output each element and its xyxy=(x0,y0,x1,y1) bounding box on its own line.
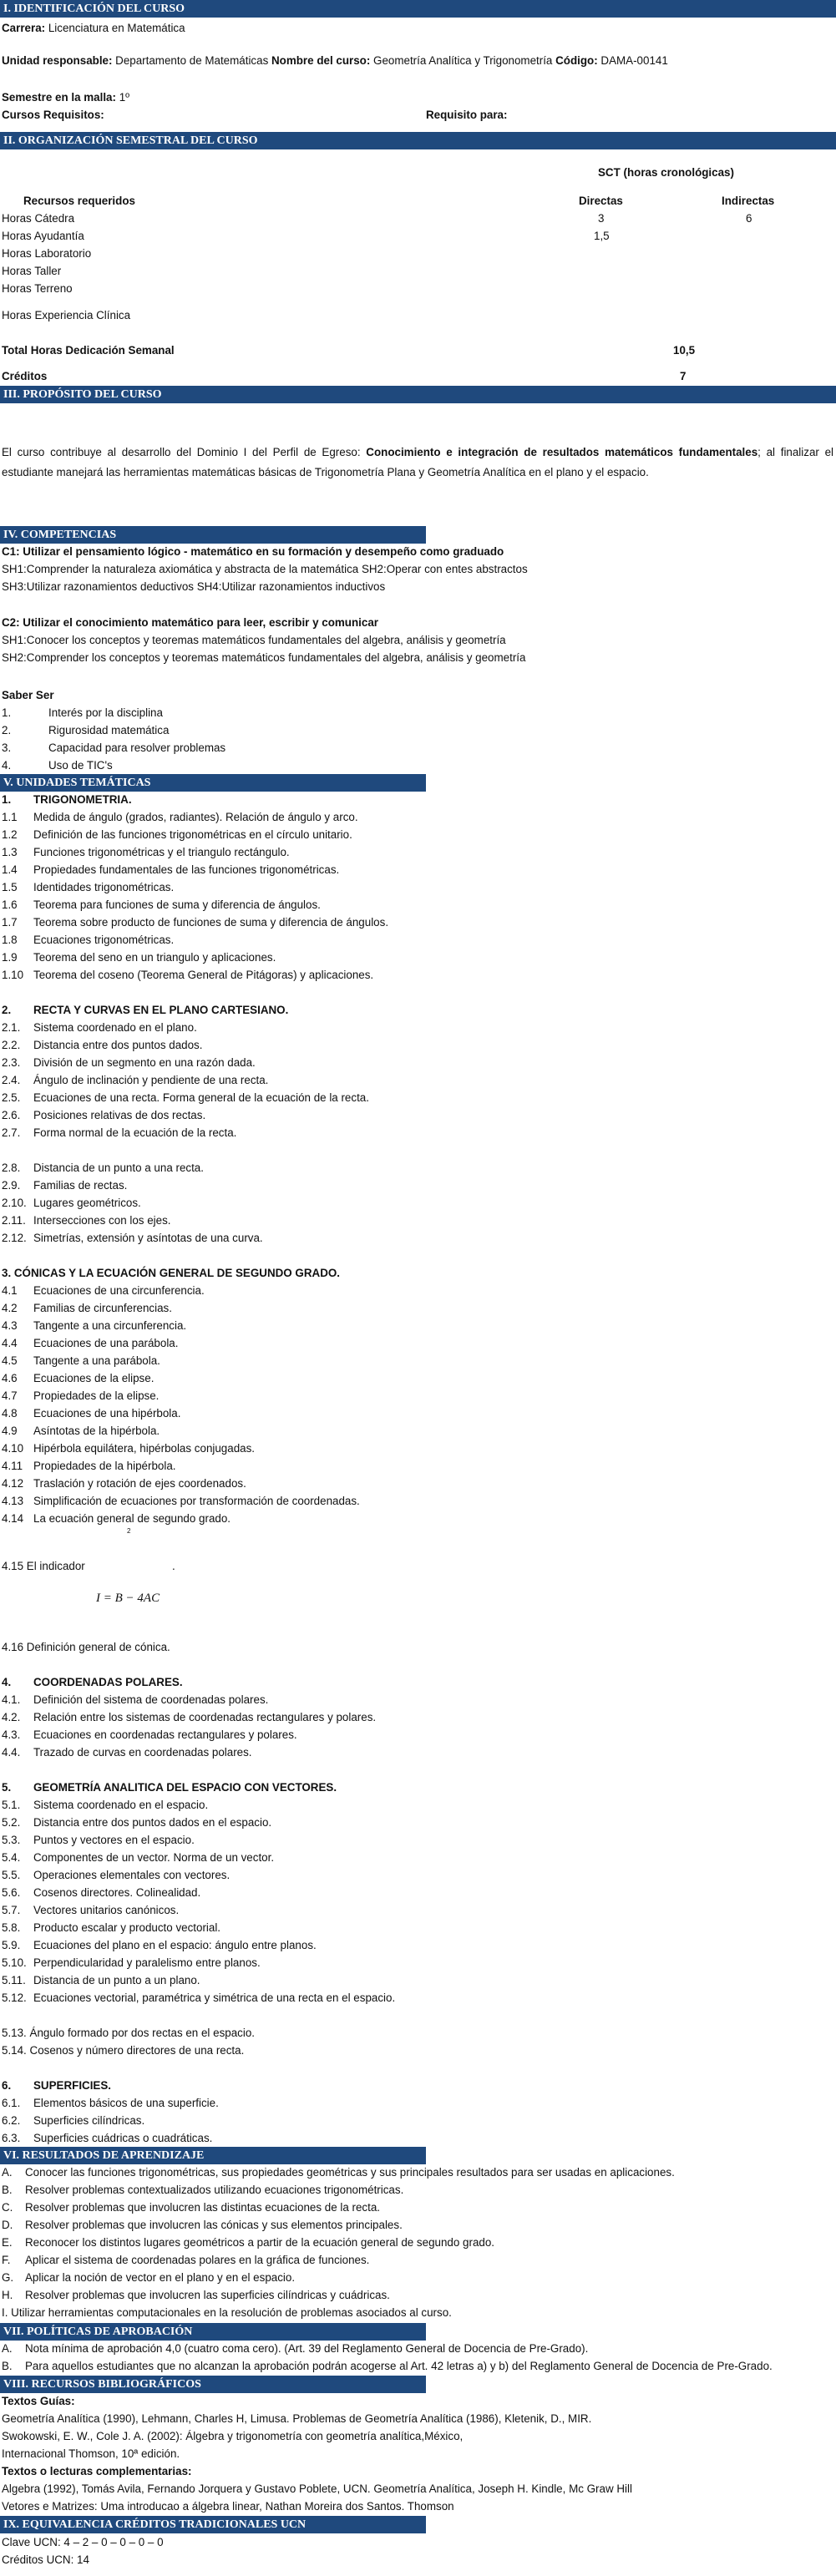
section-7-header: VII. POLÍTICAS DE APROBACIÓN xyxy=(0,2323,426,2341)
topic-item: 5.13. Ángulo formado por dos rectas en el espacio. xyxy=(2,2027,255,2039)
unit-2-title: 2. RECTA Y CURVAS EN EL PLANO CARTESIANO. xyxy=(2,1004,289,1016)
topic-item: 5.14. Cosenos y número directores de una recta. xyxy=(2,2044,245,2057)
bib-line: Internacional Thomson, 10ª edición. xyxy=(2,2447,180,2460)
topic-item: 1.10 Teorema del coseno (Teorema General de Pitágoras) y aplicaciones. xyxy=(2,969,374,981)
competencia-c2-line: SH1:Conocer los conceptos y teoremas matemáticos fundamentales del algebra, análisis y geometría xyxy=(2,634,506,646)
topic-item: 4.13 Simplificación de ecuaciones por transformación de coordenadas. xyxy=(2,1495,360,1507)
unit-5-title: 5. GEOMETRÍA ANALITICA DEL ESPACIO CON VECTORES. xyxy=(2,1781,337,1794)
topic-item: 2.2. Distancia entre dos puntos dados. xyxy=(2,1039,203,1051)
saber-ser-item: 2. Rigurosidad matemática xyxy=(2,724,170,736)
topic-item: 4.1. Definición del sistema de coordenadas polares. xyxy=(2,1693,269,1706)
sct-header: SCT (horas cronológicas) xyxy=(598,166,734,179)
section-3-header: III. PROPÓSITO DEL CURSO xyxy=(0,386,836,403)
bib-line: Algebra (1992), Tomás Avila, Fernando Jorquera y Gustavo Poblete, UCN. Geometría Analítica, Joseph H. Kindle, Mc Graw Hill xyxy=(2,2482,632,2495)
topic-item: 6.1. Elementos básicos de una superficie. xyxy=(2,2097,219,2109)
topic-item: 4.7 Propiedades de la elipse. xyxy=(2,1389,160,1402)
topic-item: 6.2. Superficies cilíndricas. xyxy=(2,2114,145,2127)
topic-item: 4.2 Familias de circunferencias. xyxy=(2,1302,172,1314)
total-value: 10,5 xyxy=(673,344,696,357)
topic-item: 1.1 Medida de ángulo (grados, radiantes). Relación de ángulo y arco. xyxy=(2,811,358,823)
topic-item: 1.9 Teorema del seno en un triangulo y aplicaciones. xyxy=(2,951,276,964)
topic-item: 2.11. Intersecciones con los ejes. xyxy=(2,1214,171,1227)
carrera-value: Licenciatura en Matemática xyxy=(45,22,185,34)
topic-item: 1.7 Teorema sobre producto de funciones de suma y diferencia de ángulos. xyxy=(2,916,389,929)
topic-item: 2.12. Simetrías, extensión y asíntotas de una curva. xyxy=(2,1232,263,1244)
hours-row-label: Horas Laboratorio xyxy=(2,247,92,260)
proposito-paragraph xyxy=(2,443,833,483)
topic-item: 2.10. Lugares geométricos. xyxy=(2,1197,141,1209)
topic-item: 4.9 Asíntotas de la hipérbola. xyxy=(2,1425,160,1437)
topic-item: 5.5. Operaciones elementales con vectores. xyxy=(2,1869,231,1881)
topic-item: 4.10 Hipérbola equilátera, hipérbolas conjugadas. xyxy=(2,1442,256,1455)
carrera-label: Carrera: xyxy=(2,22,46,34)
total-label: Total Horas Dedicación Semanal xyxy=(2,344,175,357)
topic-item: 2.3. División de un segmento en una razón dada. xyxy=(2,1056,256,1069)
topic-item: 4.2. Relación entre los sistemas de coordenadas rectangulares y polares. xyxy=(2,1711,377,1723)
section-5-header: V. UNIDADES TEMÁTICAS xyxy=(0,774,426,792)
topic-item: 5.3. Puntos y vectores en el espacio. xyxy=(2,1834,195,1846)
hours-row-label: Horas Terreno xyxy=(2,282,73,295)
hours-row-directas: 1,5 xyxy=(594,230,610,242)
topic-item: 4.5 Tangente a una parábola. xyxy=(2,1354,160,1367)
competencia-c2-line: SH2:Comprender los conceptos y teoremas matemáticos fundamentales del algebra, análisis y geometría xyxy=(2,651,526,664)
col-recursos: Recursos requeridos xyxy=(23,195,135,207)
requisito-para: Requisito para: xyxy=(426,109,508,121)
topic-item: 2.5. Ecuaciones de una recta. Forma general de la ecuación de la recta. xyxy=(2,1091,369,1104)
carrera-line xyxy=(2,21,185,35)
bib-line: Swokowski, E. W., Cole J. A. (2002): Álgebra y trigonometría con geometría analítica,México, xyxy=(2,2430,464,2442)
topic-item: 2.7. Forma normal de la ecuación de la recta. xyxy=(2,1126,237,1139)
topic-item: 5.6. Cosenos directores. Colinealidad. xyxy=(2,1886,201,1899)
policy-item: A. Nota mínima de aprobación 4,0 (cuatro coma cero). (Art. 39 del Reglamento General de Docencia de Pre-Grado). xyxy=(2,2342,589,2355)
topic-item: 4.4 Ecuaciones de una parábola. xyxy=(2,1337,179,1349)
topic-item: 6.3. Superficies cuádricas o cuadráticas. xyxy=(2,2132,213,2144)
cursos-requisitos: Cursos Requisitos: xyxy=(2,109,104,121)
topic-item: 5.9. Ecuaciones del plano en el espacio: ángulo entre planos. xyxy=(2,1939,317,1951)
hours-row-directas: 3 xyxy=(598,212,605,225)
unit-1-title: 1. TRIGONOMETRIA. xyxy=(2,793,132,806)
competencia-c1-line: SH3:Utilizar razonamientos deductivos SH4:Utilizar razonamientos inductivos xyxy=(2,580,386,593)
unit-4-title: 4. COORDENADAS POLARES. xyxy=(2,1676,183,1688)
topic-item: 5.1. Sistema coordenado en el espacio. xyxy=(2,1799,209,1811)
topic-item: 4.16 Definición general de cónica. xyxy=(2,1641,170,1653)
topic-item: 5.8. Producto escalar y producto vectorial. xyxy=(2,1921,221,1934)
proposito-bold: Conocimiento e integración de resultados matemáticos fundamentales xyxy=(366,446,758,458)
section-1-header: I. IDENTIFICACIÓN DEL CURSO xyxy=(0,0,836,18)
topic-item: 4.11 Propiedades de la hipérbola. xyxy=(2,1460,176,1472)
codigo-value: DAMA-00141 xyxy=(597,54,668,67)
outcome-item: D. Resolver problemas que involucren las cónicas y sus elementos principales. xyxy=(2,2219,403,2231)
unit-6-title: 6. SUPERFICIES. xyxy=(2,2079,112,2092)
indicator-dot: . xyxy=(172,1560,175,1572)
clave-ucn: Clave UCN: 4 – 2 – 0 – 0 – 0 – 0 xyxy=(2,2536,164,2548)
topic-item: 5.4. Componentes de un vector. Norma de un vector. xyxy=(2,1851,275,1864)
hours-row-label: Horas Ayudantía xyxy=(2,230,84,242)
topic-item: 2.9. Familias de rectas. xyxy=(2,1179,128,1192)
topic-item: 5.11. Distancia de un punto a un plano. xyxy=(2,1974,200,1986)
semestre-label: Semestre en la malla: xyxy=(2,91,116,104)
indicator-line: 4.15 El indicador xyxy=(2,1560,85,1572)
semestre-line xyxy=(2,90,129,104)
hours-row-label: Horas Taller xyxy=(2,265,62,277)
topic-item: 1.8 Ecuaciones trigonométricas. xyxy=(2,934,175,946)
topic-item: 4.1 Ecuaciones de una circunferencia. xyxy=(2,1284,205,1297)
unidad-label: Unidad responsable: xyxy=(2,54,113,67)
policy-item: B. Para aquellos estudiantes que no alcanzan la aprobación podrán acogerse al Art. 42 letras a) y b) del Reglamento General de Docencia de Pre-Grado. xyxy=(2,2360,773,2372)
topic-item: 4.3 Tangente a una circunferencia. xyxy=(2,1319,187,1332)
nombre-value: Geometría Analítica y Trigonometría xyxy=(370,54,556,67)
bib-line: Geometría Analítica (1990), Lehmann, Charles H, Limusa. Problemas de Geometría Analítica (1986), Kletenik, D., MIR. xyxy=(2,2412,592,2425)
proposito-text-1: El curso contribuye al desarrollo del Dominio I del Perfil de Egreso: xyxy=(2,446,367,458)
topic-item: 1.6 Teorema para funciones de suma y diferencia de ángulos. xyxy=(2,898,321,911)
outcome-item: A. Conocer las funciones trigonométricas, sus propiedades geométricas y sus principales resultados para ser usadas en aplicaciones. xyxy=(2,2166,675,2179)
outcome-item: B. Resolver problemas contextualizados utilizando ecuaciones trigonométricas. xyxy=(2,2184,404,2196)
topic-item: 5.7. Vectores unitarios canónicos. xyxy=(2,1904,180,1916)
outcome-item: G. Aplicar la noción de vector en el plano y en el espacio. xyxy=(2,2271,296,2284)
saber-ser-title: Saber Ser xyxy=(2,689,54,701)
topic-item: 4.12 Traslación y rotación de ejes coordenados. xyxy=(2,1477,246,1490)
topic-item: 5.10. Perpendicularidad y paralelismo entre planos. xyxy=(2,1956,261,1969)
outcome-item: F. Aplicar el sistema de coordenadas polares en la gráfica de funciones. xyxy=(2,2254,370,2266)
section-4-header: IV. COMPETENCIAS xyxy=(0,526,426,544)
topic-item: 2.1. Sistema coordenado en el plano. xyxy=(2,1021,197,1034)
section-9-header: IX. EQUIVALENCIA CRÉDITOS TRADICIONALES UCN xyxy=(0,2516,426,2533)
hours-row-label: Horas Cátedra xyxy=(2,212,75,225)
codigo-label: Código: xyxy=(555,54,598,67)
hours-row-indirectas: 6 xyxy=(746,212,752,225)
superscript-two: 2 xyxy=(127,1527,131,1535)
proposito-text-2: ; al finalizar el estudiante manejará las herramientas matemáticas básicas de Trigonometría Plana y Geometría Analítica en el plano y el espacio. xyxy=(2,446,833,478)
creditos-ucn: Créditos UCN: 14 xyxy=(2,2553,89,2566)
topic-item: 2.4. Ángulo de inclinación y pendiente de una recta. xyxy=(2,1074,269,1086)
competencia-c2: C2: Utilizar el conocimiento matemático para leer, escribir y comunicar xyxy=(2,616,378,629)
unidad-line xyxy=(2,53,668,68)
creditos-label: Créditos xyxy=(2,370,48,382)
unidad-value: Departamento de Matemáticas xyxy=(112,54,271,67)
topic-item: 1.5 Identidades trigonométricas. xyxy=(2,881,175,893)
topic-item: 1.3 Funciones trigonométricas y el triangulo rectángulo. xyxy=(2,846,290,858)
col-directas: Directas xyxy=(579,195,623,207)
nombre-label: Nombre del curso: xyxy=(271,54,371,67)
outcome-item: E. Reconocer los distintos lugares geométricos a partir de la ecuación general de segundo grado. xyxy=(2,2236,495,2249)
topic-item: 4.3. Ecuaciones en coordenadas rectangulares y polares. xyxy=(2,1728,297,1741)
section-6-header: VI. RESULTADOS DE APRENDIZAJE xyxy=(0,2147,426,2164)
discriminant-formula: I = B − 4AC xyxy=(96,1592,160,1605)
saber-ser-item: 4. Uso de TIC's xyxy=(2,759,113,772)
competencia-c1-line: SH1:Comprender la naturaleza axiomática y abstracta de la matemática SH2:Operar con entes abstractos xyxy=(2,563,528,575)
topic-item: 2.8. Distancia de un punto a una recta. xyxy=(2,1161,204,1174)
topic-item: 5.12. Ecuaciones vectorial, paramétrica y simétrica de una recta en el espacio. xyxy=(2,1991,396,2004)
creditos-value: 7 xyxy=(680,370,687,382)
hours-row-label: Horas Experiencia Clínica xyxy=(2,309,131,321)
section-8-header: VIII. RECURSOS BIBLIOGRÁFICOS xyxy=(0,2376,426,2393)
outcome-item: H. Resolver problemas que involucren las superficies cilíndricas y cuádricas. xyxy=(2,2289,390,2301)
topic-item: 1.4 Propiedades fundamentales de las funciones trigonométricas. xyxy=(2,863,340,876)
topic-item: 5.2. Distancia entre dos puntos dados en el espacio. xyxy=(2,1816,272,1829)
semestre-value: 1º xyxy=(115,91,130,104)
saber-ser-item: 1. Interés por la disciplina xyxy=(2,706,163,719)
saber-ser-item: 3. Capacidad para resolver problemas xyxy=(2,741,226,754)
topic-item: 4.4. Trazado de curvas en coordenadas polares. xyxy=(2,1746,252,1759)
competencia-c1: C1: Utilizar el pensamiento lógico - matemático en su formación y desempeño como graduado xyxy=(2,545,504,558)
topic-item: 1.2 Definición de las funciones trigonométricas en el círculo unitario. xyxy=(2,828,352,841)
bib-line: Vetores e Matrizes: Uma introducao a álgebra linear, Nathan Moreira dos Santos. Thomson xyxy=(2,2500,454,2513)
complementarias-label: Textos o lecturas complementarias: xyxy=(2,2465,192,2477)
section-2-header: II. ORGANIZACIÓN SEMESTRAL DEL CURSO xyxy=(0,132,836,149)
unit-3-title: 3. CÓNICAS Y LA ECUACIÓN GENERAL DE SEGUNDO GRADO. xyxy=(2,1267,340,1279)
outcome-item: C. Resolver problemas que involucren las distintas ecuaciones de la recta. xyxy=(2,2201,381,2214)
topic-item: 4.6 Ecuaciones de la elipse. xyxy=(2,1372,155,1384)
topic-item: 4.14 La ecuación general de segundo grado. xyxy=(2,1512,231,1525)
guias-label: Textos Guías: xyxy=(2,2395,75,2407)
topic-item: 2.6. Posiciones relativas de dos rectas. xyxy=(2,1109,206,1121)
topic-item: 4.8 Ecuaciones de una hipérbola. xyxy=(2,1407,181,1420)
outcome-item: I. Utilizar herramientas computacionales en la resolución de problemas asociados al curso. xyxy=(2,2306,452,2319)
col-indirectas: Indirectas xyxy=(722,195,775,207)
